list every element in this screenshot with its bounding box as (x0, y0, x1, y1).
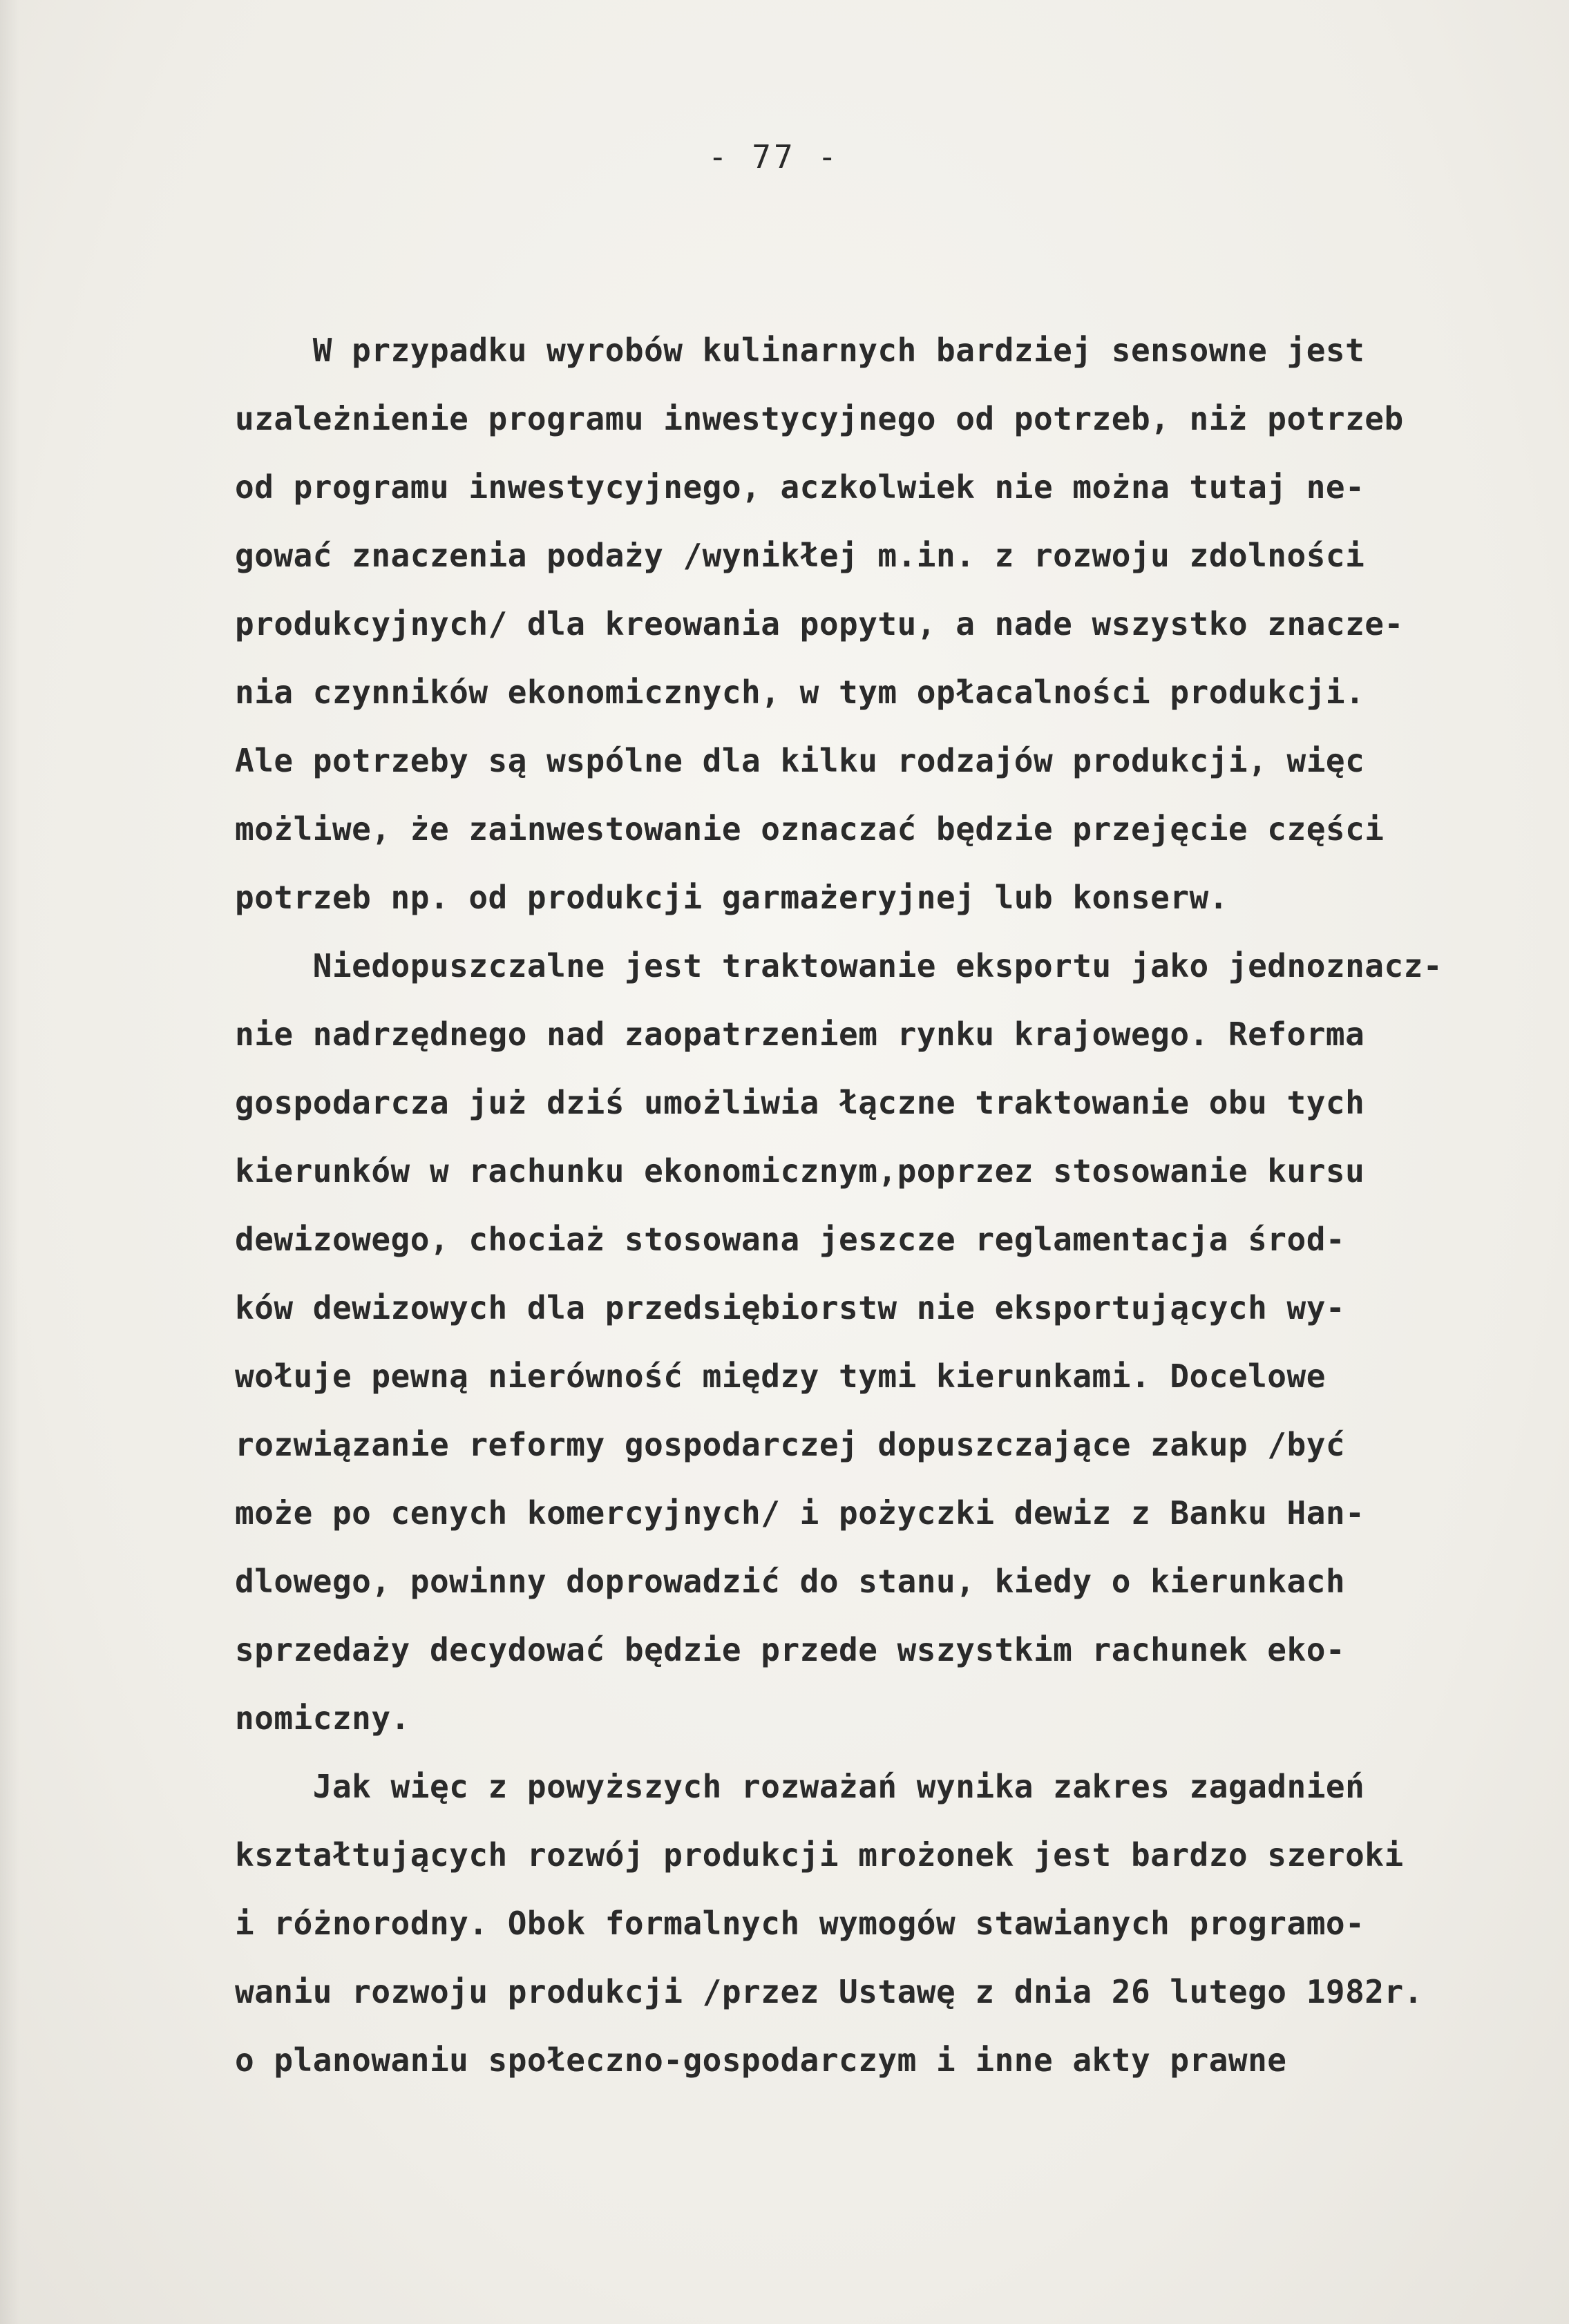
text-line: dlowego, powinny doprowadzić do stanu, kiedy o kierunkach (235, 1563, 1346, 1600)
text-line: kształtujących rozwój produkcji mrożonek jest bardzo szeroki (235, 1836, 1404, 1874)
text-line: i różnorodny. Obok formalnych wymogów stawianych programo- (235, 1905, 1365, 1942)
text-line: ków dewizowych dla przedsiębiorstw nie eksportujących wy- (235, 1289, 1346, 1326)
text-line: Niedopuszczalne jest traktowanie eksportu jako jednoznacz- (235, 947, 1443, 984)
text-line: produkcyjnych/ dla kreowania popytu, a nade wszystko znacze- (235, 605, 1404, 642)
text-line: Ale potrzeby są wspólne dla kilku rodzajów produkcji, więc (235, 742, 1365, 779)
text-line: nomiczny. (235, 1699, 410, 1737)
text-line: nia czynników ekonomicznych, w tym opłacalności produkcji. (235, 674, 1365, 711)
page-edge-shadow (0, 0, 19, 2324)
text-line: od programu inwestycyjnego, aczkolwiek nie można tutaj ne- (235, 468, 1365, 506)
text-line: potrzeb np. od produkcji garmażeryjnej lub konserw. (235, 879, 1228, 916)
text-line: rozwiązanie reformy gospodarczej dopuszczające zakup /być (235, 1426, 1346, 1463)
text-line: wołuje pewną nierówność między tymi kierunkami. Docelowe (235, 1358, 1326, 1395)
page-number: - 77 - (707, 138, 840, 175)
text-line: kierunków w rachunku ekonomicznym,poprzez stosowanie kursu (235, 1152, 1365, 1190)
text-line: gować znaczenia podaży /wynikłej m.in. z rozwoju zdolności (235, 537, 1365, 574)
text-line: możliwe, że zainwestowanie oznaczać będzie przejęcie części (235, 810, 1385, 848)
text-line: waniu rozwoju produkcji /przez Ustawę z dnia 26 lutego 1982r. (235, 1973, 1423, 2010)
text-line: sprzedaży decydować będzie przede wszystkim rachunek eko- (235, 1631, 1346, 1668)
text-line: Jak więc z powyższych rozważań wynika zakres zagadnień (235, 1768, 1365, 1805)
text-line: W przypadku wyrobów kulinarnych bardziej sensowne jest (235, 332, 1365, 369)
text-line: uzależnienie programu inwestycyjnego od potrzeb, niż potrzeb (235, 400, 1404, 437)
body-text (235, 316, 1548, 2095)
text-line: o planowaniu społeczno-gospodarczym i inne akty prawne (235, 2041, 1287, 2079)
text-line: nie nadrzędnego nad zaopatrzeniem rynku krajowego. Reforma (235, 1016, 1365, 1053)
text-line: dewizowego, chociaż stosowana jeszcze reglamentacja środ- (235, 1221, 1346, 1258)
text-line: gospodarcza już dziś umożliwia łączne traktowanie obu tych (235, 1084, 1365, 1121)
text-line: może po cenych komercyjnych/ i pożyczki dewiz z Banku Han- (235, 1494, 1365, 1532)
